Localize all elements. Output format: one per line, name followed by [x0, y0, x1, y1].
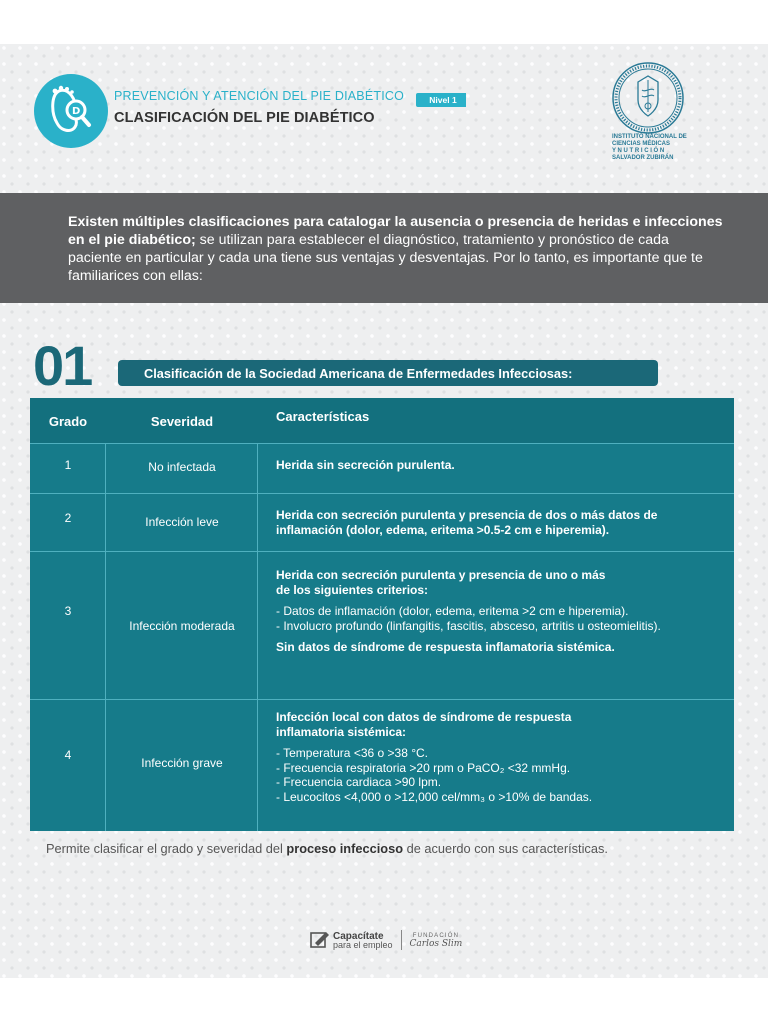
row-characteristics: Infección local con datos de síndrome de respuesta inflamatoria sistémica: - Temperatura <36 o >38 °C. - Frecuencia respiratoria >20 rpm o PaCO₂ <32 mmHg. - Frecuencia cardiaca >90 lpm. - Leucocitos <4,000 o >12,000 cel/mm₃ o >10% de bandas.: [276, 710, 593, 804]
footnote: Permite clasificar el grado y severidad del proceso infeccioso de acuerdo con sus características.: [46, 841, 608, 856]
row-severity: Infección moderada: [129, 619, 235, 633]
section-title: Clasificación de la Sociedad Americana de Enfermedades Infecciosas:: [118, 360, 658, 386]
foot-logo: [34, 74, 108, 148]
row-grade: 3: [64, 604, 72, 618]
row-characteristics: Herida con secreción purulenta y presencia de uno o más de los siguientes criterios: - Datos de inflamación (dolor, edema, eritema >2 cm e hiperemia). - Involucro profundo (linfangitis, fascitis, absceso, artritis u osteomielitis). Sin datos de síndrome de respuesta inflamatoria sistémica.: [276, 568, 661, 654]
table-row: [30, 699, 734, 831]
header-characteristics: Características: [276, 409, 370, 424]
institute-seal-icon: [610, 60, 686, 136]
table-row: [30, 551, 734, 699]
row-characteristics: Herida con secreción purulenta y presencia de dos o más datos de inflamación (dolor, edema, eritema >0.5-2 cm e hiperemia).: [276, 508, 658, 537]
row-characteristics: Herida sin secreción purulenta.: [276, 458, 455, 472]
sponsor-logos: [310, 928, 462, 952]
table-header-row: [30, 398, 734, 443]
page-title: CLASIFICACIÓN DEL PIE DIABÉTICO: [114, 110, 375, 126]
header-grade: Grado: [48, 414, 88, 429]
capacitate-logo: Capacítate para el empleo: [310, 931, 393, 949]
level-badge: Nivel 1: [416, 93, 466, 107]
header-subtitle: PREVENCIÓN Y ATENCIÓN DEL PIE DIABÉTICO: [114, 89, 405, 103]
svg-text:D: D: [72, 106, 81, 117]
foot-magnifier-icon: [43, 83, 99, 139]
row-severity: Infección grave: [141, 756, 223, 770]
sponsor-divider: [401, 930, 402, 950]
row-severity: Infección leve: [145, 515, 219, 529]
row-severity: No infectada: [148, 460, 216, 474]
intro-paragraph: Existen múltiples clasificaciones para catalogar la ausencia o presencia de heridas e infecciones en el pie diabético; se utilizan para establecer el diagnóstico, tratamiento y pronóstico de cada paciente en particular y cada una tiene sus ventajas y desventajas. Por lo tanto, es importante que te familiarices con ellas:: [68, 214, 723, 284]
fundacion-logo: FUNDACIÓN Carlos Slim: [409, 933, 463, 949]
row-grade: 2: [64, 511, 72, 525]
table-row: [30, 493, 734, 551]
classification-table: [30, 398, 734, 831]
header-severity: Severidad: [150, 414, 214, 429]
section-number: 01: [33, 334, 92, 397]
row-grade: 1: [64, 458, 72, 472]
table-row: [30, 443, 734, 493]
row-grade: 4: [64, 748, 72, 762]
capacitate-icon: [310, 931, 330, 949]
institute-name: INSTITUTO NACIONAL DE CIENCIAS MÉDICAS Y N U T R I C I Ó N SALVADOR ZUBIRÁN: [612, 134, 687, 161]
intro-band: [0, 193, 768, 303]
page-background: [0, 44, 768, 978]
